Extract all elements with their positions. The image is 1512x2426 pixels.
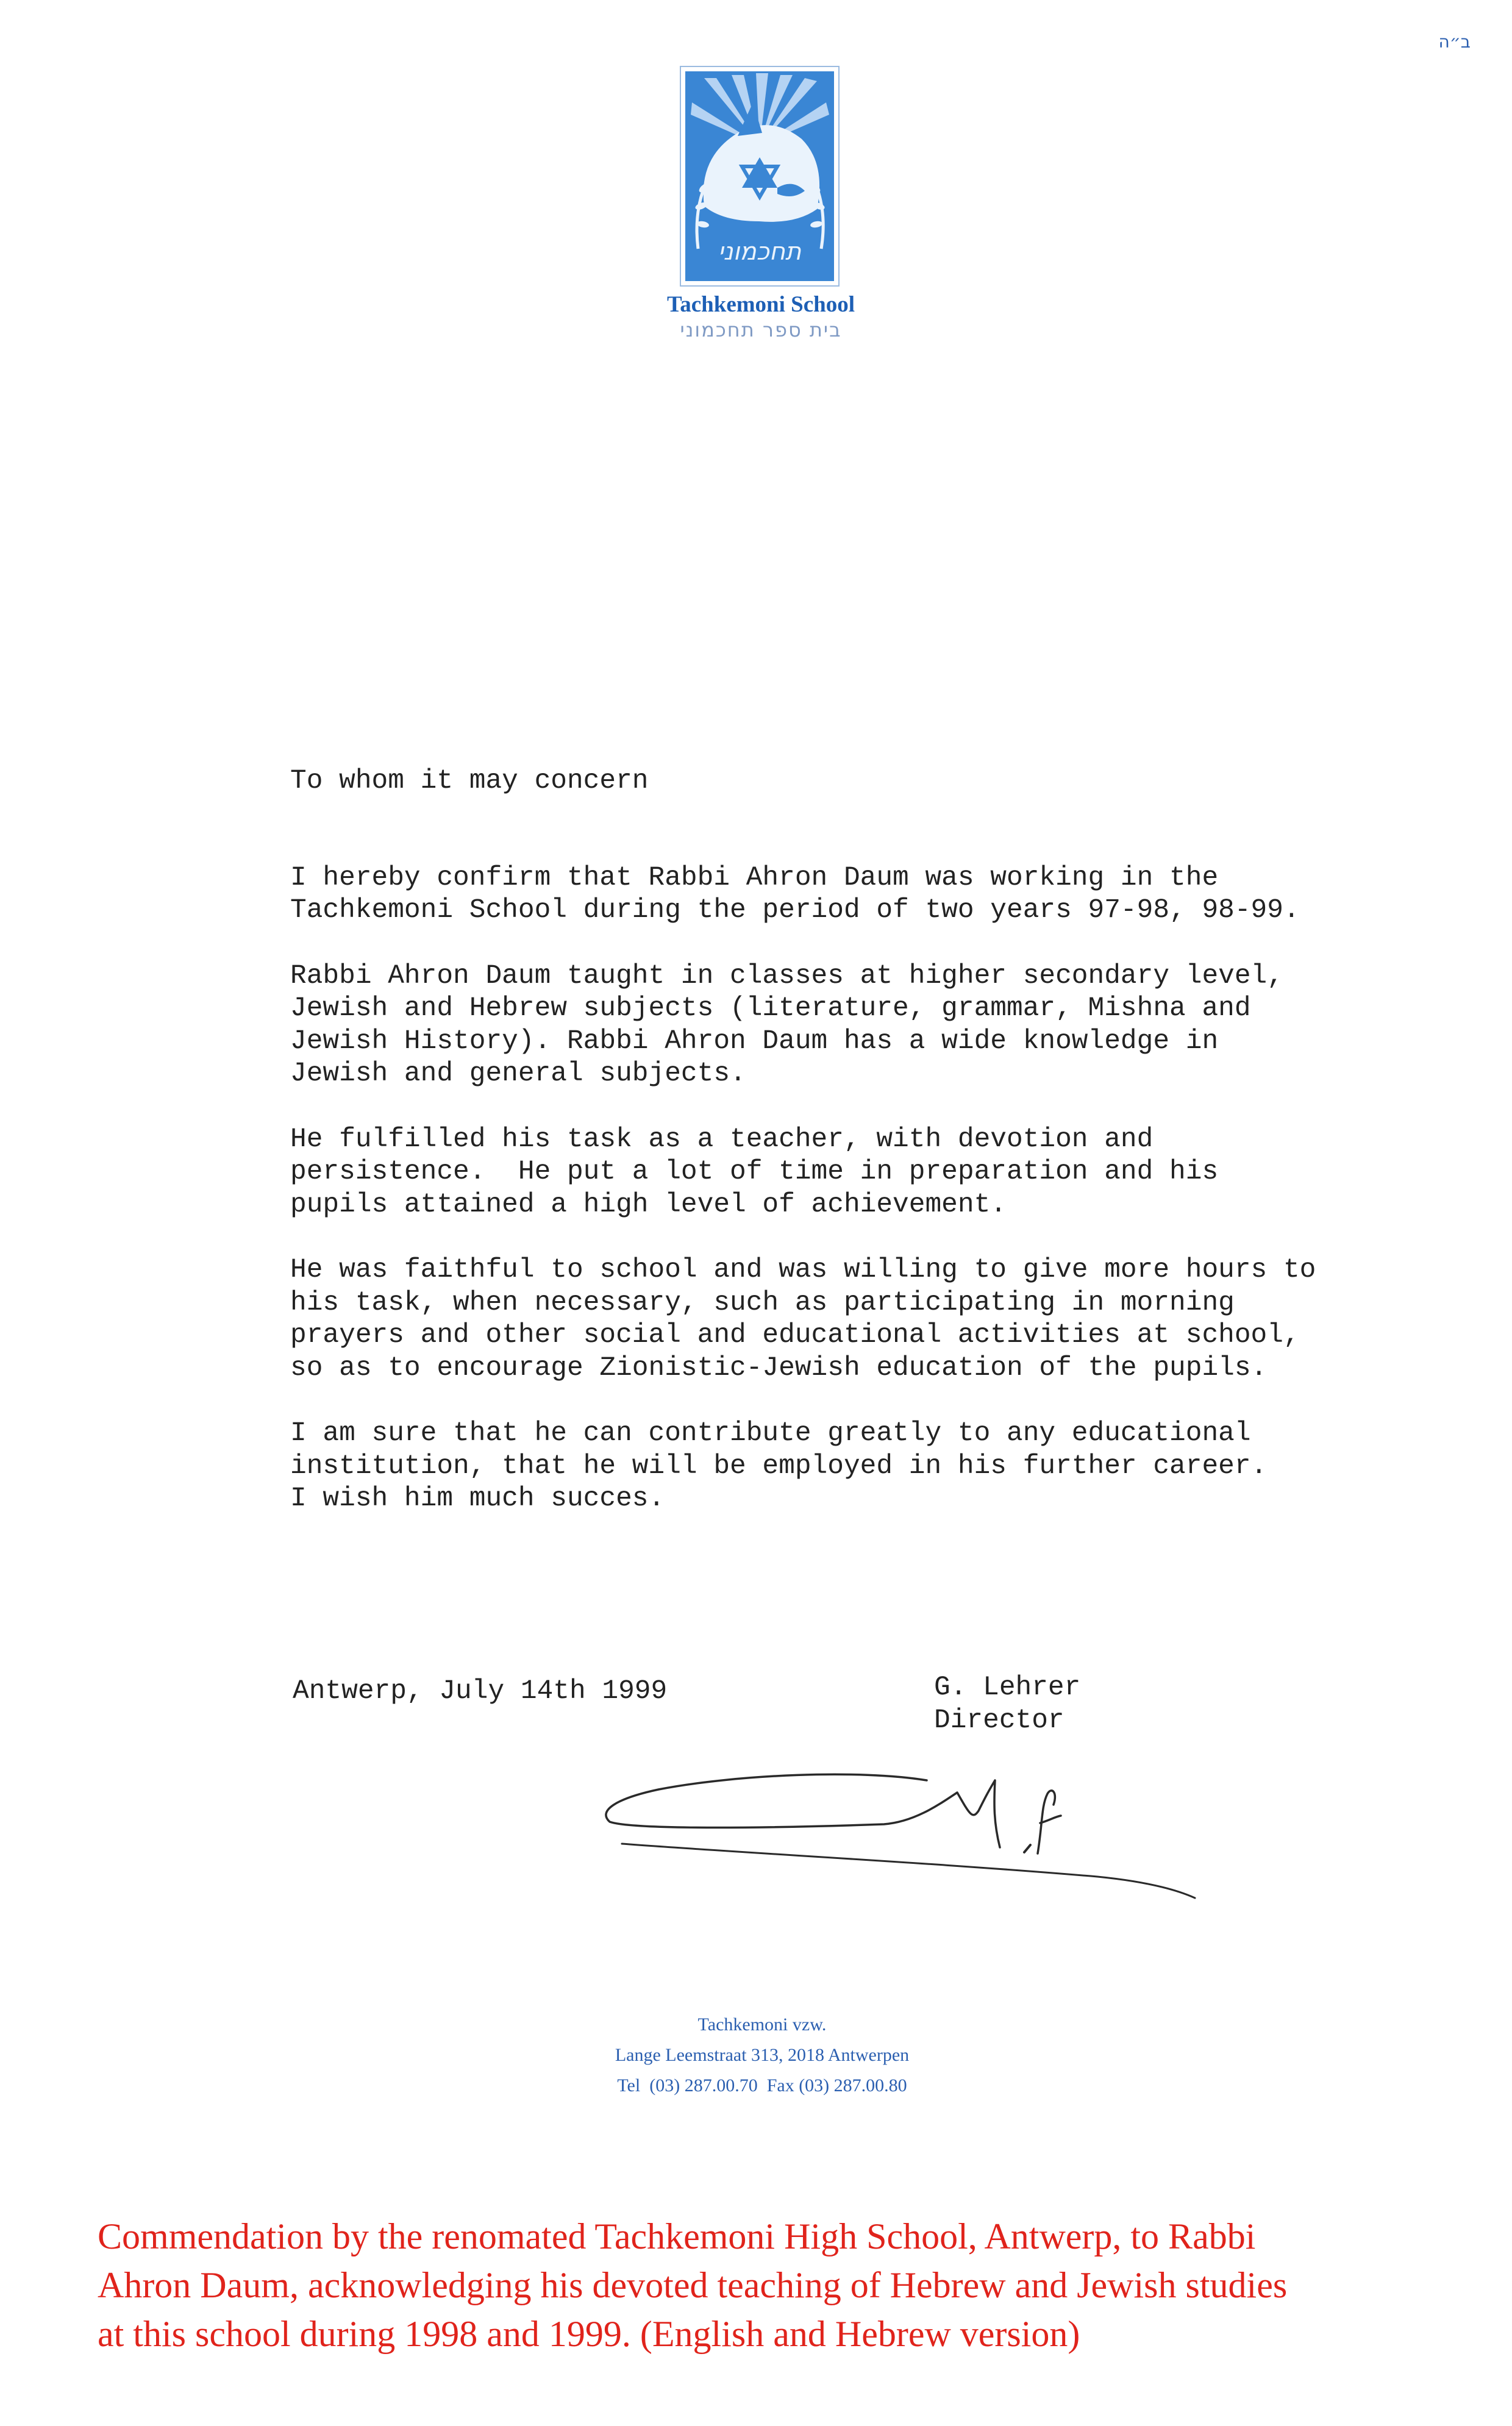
letterhead-footer <box>549 2010 975 2101</box>
letter-line: institution, that he will be employed in his further career. <box>290 1450 1268 1482</box>
signer-block <box>934 1672 1080 1737</box>
place-date: Antwerp, July 14th 1999 <box>293 1676 668 1707</box>
salutation: To whom it may concern <box>290 766 649 796</box>
commendation-caption <box>98 2212 1475 2358</box>
caption-line: Commendation by the renomated Tachkemoni High School, Antwerp, to Rabbi <box>98 2216 1256 2257</box>
letter-paragraph <box>290 1254 1473 1385</box>
letter-line: Tachkemoni School during the period of two years 97-98, 98-99. <box>290 895 1300 926</box>
letter-line: I am sure that he can contribute greatly to any educational <box>290 1418 1251 1449</box>
letter-line: He fulfilled his task as a teacher, with devotion and <box>290 1124 1154 1155</box>
footer-contact: Tel (03) 287.00.70 Fax (03) 287.00.80 <box>617 2075 907 2096</box>
letter-line: his task, when necessary, such as participating in morning <box>290 1287 1235 1318</box>
letter-line: Jewish and general subjects. <box>290 1058 746 1089</box>
logo-lettering: תחכמוני <box>718 238 802 266</box>
bh-mark: ב״ה <box>1438 32 1471 52</box>
letter-paragraph <box>290 1124 1473 1222</box>
letter-line: I hereby confirm that Rabbi Ahron Daum was working in the <box>290 862 1219 893</box>
letter-paragraph <box>290 960 1473 1091</box>
letter-paragraphs <box>290 862 1473 1516</box>
school-name: Tachkemoni School <box>666 292 855 317</box>
caption-line: Ahron Daum, acknowledging his devoted teaching of Hebrew and Jewish studies <box>98 2265 1288 2305</box>
letter-line: I wish him much succes. <box>290 1483 665 1514</box>
school-logo <box>680 66 840 287</box>
letter-body <box>290 765 1473 1549</box>
letter-line: Rabbi Ahron Daum taught in classes at higher secondary level, <box>290 960 1283 991</box>
letter-line: persistence. He put a lot of time in preparation and his <box>290 1157 1219 1187</box>
letter-line: so as to encourage Zionistic-Jewish education of the pupils. <box>290 1352 1268 1383</box>
letter-paragraph <box>290 1418 1473 1516</box>
footer-org: Tachkemoni vzw. <box>697 2014 827 2035</box>
letter-line: Jewish History). Rabbi Ahron Daum has a wide knowledge in <box>290 1026 1219 1057</box>
caption-line: at this school during 1998 and 1999. (English and Hebrew version) <box>98 2314 1080 2354</box>
letter-line: Jewish and Hebrew subjects (literature, grammar, Mishna and <box>290 993 1251 1024</box>
letter-line: He was faithful to school and was willing to give more hours to <box>290 1255 1316 1285</box>
letter-line: pupils attained a high level of achievement. <box>290 1189 1007 1220</box>
footer-address: Lange Leemstraat 313, 2018 Antwerpen <box>615 2045 910 2065</box>
handwritten-signature <box>597 1756 1207 1914</box>
signer-name: G. Lehrer <box>934 1672 1081 1703</box>
letter-line: prayers and other social and educational activities at school, <box>290 1320 1300 1350</box>
letter-paragraph <box>290 862 1473 927</box>
school-name-hebrew: בית ספר תחכמוני <box>680 318 842 341</box>
signer-title: Director <box>934 1705 1064 1736</box>
